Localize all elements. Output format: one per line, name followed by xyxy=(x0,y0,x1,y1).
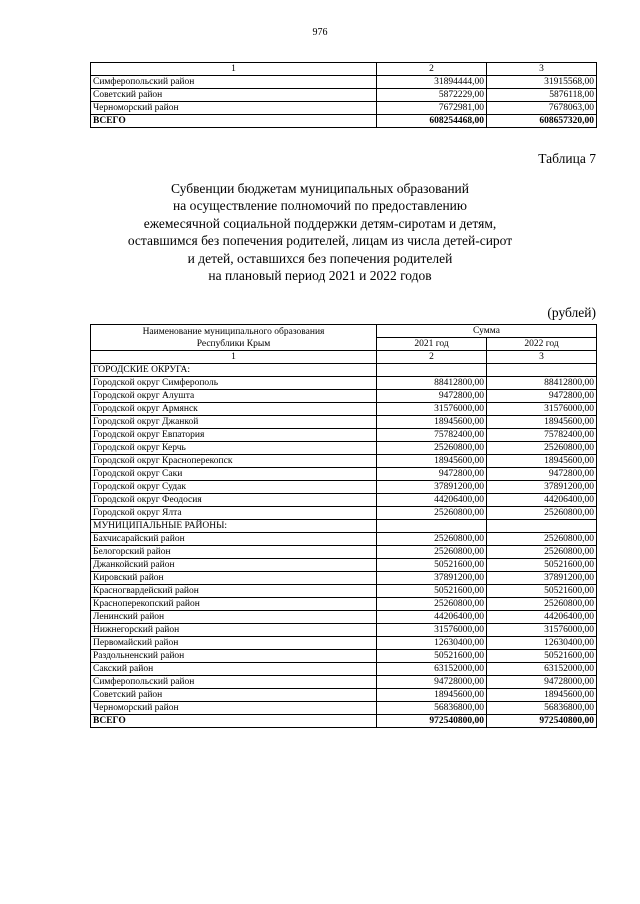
value-2022-cell: 18945600,00 xyxy=(487,689,597,702)
row-name-cell: Городской округ Саки xyxy=(91,468,377,481)
table-row xyxy=(91,494,597,507)
empty-cell xyxy=(487,520,597,533)
value-2022-cell: 12630400,00 xyxy=(487,637,597,650)
value-2021-cell: 37891200,00 xyxy=(377,572,487,585)
table-row xyxy=(91,377,597,390)
value-2022-cell: 50521600,00 xyxy=(487,585,597,598)
section-title-cell: ГОРОДСКИЕ ОКРУГА: xyxy=(91,364,377,377)
table-row xyxy=(91,598,597,611)
value-2021-cell: 44206400,00 xyxy=(377,611,487,624)
row-name-cell: Городской округ Армянск xyxy=(91,403,377,416)
value-2021-cell: 972540800,00 xyxy=(377,715,487,728)
value-2021-cell: 50521600,00 xyxy=(377,585,487,598)
value-2022-cell: 31576000,00 xyxy=(487,624,597,637)
value-2021-cell: 608254468,00 xyxy=(377,115,487,128)
title-line: ежемесячной социальной поддержки детям-сиротам и детям, xyxy=(143,215,497,231)
value-2022-cell: 31915568,00 xyxy=(487,76,597,89)
value-2022-cell: 75782400,00 xyxy=(487,429,597,442)
document-title xyxy=(60,180,580,284)
value-2021-cell: 25260800,00 xyxy=(377,533,487,546)
row-name-cell: Раздольненский район xyxy=(91,650,377,663)
value-2021-cell: 50521600,00 xyxy=(377,559,487,572)
value-2021-cell: 9472800,00 xyxy=(377,468,487,481)
header-year-2021: 2021 год xyxy=(377,338,487,351)
total-row xyxy=(91,115,597,128)
value-2022-cell: 9472800,00 xyxy=(487,390,597,403)
table-row xyxy=(91,481,597,494)
row-name-cell: Городской округ Керчь xyxy=(91,442,377,455)
subventions-table xyxy=(90,324,597,728)
row-name-cell: Красноперекопский район xyxy=(91,598,377,611)
value-2022-cell: 56836800,00 xyxy=(487,702,597,715)
section-row xyxy=(91,364,597,377)
table-row xyxy=(91,507,597,520)
title-line: Субвенции бюджетам муниципальных образований xyxy=(171,181,469,196)
row-name-cell: Сакский район xyxy=(91,663,377,676)
value-2022-cell: 94728000,00 xyxy=(487,676,597,689)
value-2022-cell: 5876118,00 xyxy=(487,89,597,102)
table-row xyxy=(91,676,597,689)
column-number: 1 xyxy=(91,351,377,364)
table-row xyxy=(91,455,597,468)
value-2022-cell: 18945600,00 xyxy=(487,455,597,468)
value-2021-cell: 37891200,00 xyxy=(377,481,487,494)
row-name-cell: Городской округ Алушта xyxy=(91,390,377,403)
header-name-line: Республики Крым xyxy=(196,338,271,349)
row-name-cell: Ленинский район xyxy=(91,611,377,624)
table-row xyxy=(91,559,597,572)
value-2021-cell: 25260800,00 xyxy=(377,546,487,559)
table-row xyxy=(91,403,597,416)
column-number: 3 xyxy=(487,63,597,76)
column-number: 2 xyxy=(377,63,487,76)
value-2022-cell: 7678063,00 xyxy=(487,102,597,115)
row-name-cell: ВСЕГО xyxy=(91,115,377,128)
row-name-cell: Городской округ Евпатория xyxy=(91,429,377,442)
value-2022-cell: 44206400,00 xyxy=(487,494,597,507)
value-2021-cell: 25260800,00 xyxy=(377,507,487,520)
row-name-cell: Нижнегорский район xyxy=(91,624,377,637)
value-2022-cell: 50521600,00 xyxy=(487,650,597,663)
value-2022-cell: 31576000,00 xyxy=(487,403,597,416)
header-year-2022: 2022 год xyxy=(487,338,597,351)
value-2021-cell: 88412800,00 xyxy=(377,377,487,390)
empty-cell xyxy=(487,364,597,377)
row-name-cell: Красногвардейский район xyxy=(91,585,377,598)
table-row xyxy=(91,533,597,546)
row-name-cell: Черноморский район xyxy=(91,702,377,715)
value-2021-cell: 44206400,00 xyxy=(377,494,487,507)
value-2021-cell: 5872229,00 xyxy=(377,89,487,102)
empty-cell xyxy=(377,520,487,533)
value-2022-cell: 25260800,00 xyxy=(487,533,597,546)
value-2022-cell: 63152000,00 xyxy=(487,663,597,676)
row-name-cell: Городской округ Судак xyxy=(91,481,377,494)
header-name-line: Наименование муниципального образования xyxy=(142,326,325,337)
table-row xyxy=(91,637,597,650)
value-2022-cell: 25260800,00 xyxy=(487,598,597,611)
value-2022-cell: 88412800,00 xyxy=(487,377,597,390)
header-sum-cell: Сумма xyxy=(377,325,597,338)
row-name-cell: Кировский район xyxy=(91,572,377,585)
value-2022-cell: 608657320,00 xyxy=(487,115,597,128)
row-name-cell: Советский район xyxy=(91,689,377,702)
row-name-cell: ВСЕГО xyxy=(91,715,377,728)
row-name-cell: Джанкойский район xyxy=(91,559,377,572)
table-row xyxy=(91,546,597,559)
title-line: и детей, оставшихся без попечения родителей xyxy=(187,250,453,266)
row-name-cell: Городской округ Красноперекопск xyxy=(91,455,377,468)
value-2021-cell: 18945600,00 xyxy=(377,455,487,468)
value-2022-cell: 25260800,00 xyxy=(487,546,597,559)
page-number: 976 xyxy=(312,27,328,38)
empty-cell xyxy=(377,364,487,377)
value-2022-cell: 37891200,00 xyxy=(487,572,597,585)
value-2022-cell: 37891200,00 xyxy=(487,481,597,494)
table-row xyxy=(91,468,597,481)
table-row xyxy=(91,650,597,663)
row-name-cell: Белогорский район xyxy=(91,546,377,559)
value-2021-cell: 75782400,00 xyxy=(377,429,487,442)
column-number: 1 xyxy=(91,63,377,76)
value-2021-cell: 12630400,00 xyxy=(377,637,487,650)
table-row xyxy=(91,416,597,429)
table-number: Таблица 7 xyxy=(538,151,596,166)
row-name-cell: Первомайский район xyxy=(91,637,377,650)
total-row xyxy=(91,715,597,728)
title-line: на осуществление полномочий по предоставлению xyxy=(172,198,467,214)
value-2021-cell: 31576000,00 xyxy=(377,624,487,637)
row-name-cell: Советский район xyxy=(91,89,377,102)
value-2022-cell: 44206400,00 xyxy=(487,611,597,624)
value-2022-cell: 9472800,00 xyxy=(487,468,597,481)
row-name-cell: Городской округ Джанкой xyxy=(91,416,377,429)
value-2021-cell: 31894444,00 xyxy=(377,76,487,89)
table-row xyxy=(91,429,597,442)
table-row xyxy=(91,689,597,702)
section-row xyxy=(91,520,597,533)
value-2021-cell: 56836800,00 xyxy=(377,702,487,715)
value-2021-cell: 25260800,00 xyxy=(377,598,487,611)
continued-table xyxy=(90,62,597,128)
table-row xyxy=(91,102,597,115)
value-2021-cell: 18945600,00 xyxy=(377,416,487,429)
title-line: на плановый период 2021 и 2022 годов xyxy=(208,268,432,284)
column-number-row xyxy=(91,351,597,364)
value-2021-cell: 63152000,00 xyxy=(377,663,487,676)
value-2021-cell: 31576000,00 xyxy=(377,403,487,416)
value-2022-cell: 25260800,00 xyxy=(487,507,597,520)
row-name-cell: Черноморский район xyxy=(91,102,377,115)
row-name-cell: Городской округ Симферополь xyxy=(91,377,377,390)
column-number: 2 xyxy=(377,351,487,364)
table-row xyxy=(91,611,597,624)
value-2021-cell: 25260800,00 xyxy=(377,442,487,455)
value-2021-cell: 50521600,00 xyxy=(377,650,487,663)
row-name-cell: Симферопольский район xyxy=(91,76,377,89)
table-row xyxy=(91,390,597,403)
header-name-cell xyxy=(91,325,377,351)
column-number: 3 xyxy=(487,351,597,364)
table-row xyxy=(91,624,597,637)
value-2021-cell: 9472800,00 xyxy=(377,390,487,403)
value-2021-cell: 7672981,00 xyxy=(377,102,487,115)
units-label: (рублей) xyxy=(547,305,596,320)
row-name-cell: Бахчисарайский район xyxy=(91,533,377,546)
table-row xyxy=(91,572,597,585)
value-2022-cell: 50521600,00 xyxy=(487,559,597,572)
row-name-cell: Городской округ Феодосия xyxy=(91,494,377,507)
value-2022-cell: 25260800,00 xyxy=(487,442,597,455)
table-row xyxy=(91,76,597,89)
header-row xyxy=(91,325,597,338)
table-row xyxy=(91,663,597,676)
value-2022-cell: 18945600,00 xyxy=(487,416,597,429)
row-name-cell: Симферопольский район xyxy=(91,676,377,689)
value-2021-cell: 94728000,00 xyxy=(377,676,487,689)
table-row xyxy=(91,702,597,715)
section-title-cell: МУНИЦИПАЛЬНЫЕ РАЙОНЫ: xyxy=(91,520,377,533)
value-2021-cell: 18945600,00 xyxy=(377,689,487,702)
value-2022-cell: 972540800,00 xyxy=(487,715,597,728)
table-row xyxy=(91,89,597,102)
title-line: оставшимся без попечения родителей, лицам из числа детей-сирот xyxy=(127,233,513,249)
column-number-row xyxy=(91,63,597,76)
table-row xyxy=(91,442,597,455)
row-name-cell: Городской округ Ялта xyxy=(91,507,377,520)
table-row xyxy=(91,585,597,598)
